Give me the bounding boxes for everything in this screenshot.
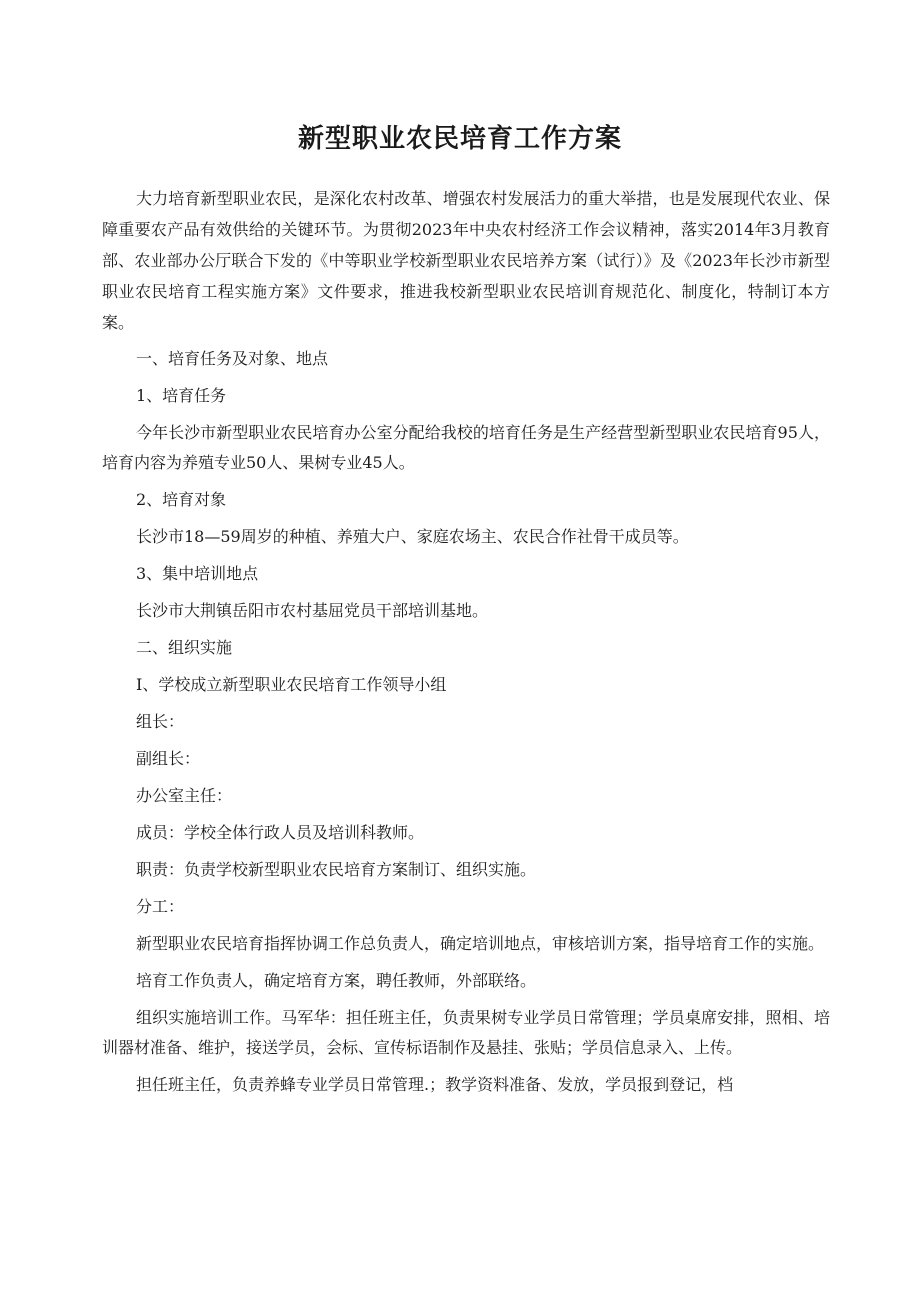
- document-body: [102, 183, 830, 1107]
- body-paragraph: 长沙市大荆镇岳阳市农村基屈党员干部培训基地。: [136, 601, 489, 620]
- body-paragraph: 培育工作负责人，确定培育方案，聘任教师，外部联络。: [136, 971, 537, 990]
- section-heading-1: 一、培育任务及对象、地点: [136, 349, 329, 368]
- role-line: 职责：负责学校新型职业农民培育方案制订、组织实施。: [136, 860, 537, 879]
- role-line: 副组长：: [136, 749, 201, 768]
- role-line: 办公室主任：: [136, 786, 233, 805]
- subsection-heading: 3、集中培训地点: [136, 564, 259, 583]
- subsection-heading: I、学校成立新型职业农民培育工作领导小组: [136, 675, 447, 694]
- body-paragraph: 今年长沙市新型职业农民培育办公室分配给我校的培育任务是生产经营型新型职业农民培育95人，培育内容为养殖专业50人、果树专业45人。: [102, 423, 830, 472]
- intro-paragraph: 大力培育新型职业农民，是深化农村改革、增强农村发展活力的重大举措，也是发展现代农业、保障重要农产品有效供给的关键环节。为贯彻2023年中央农村经济工作会议精神，落实2014年3月教育部、农业部办公厅联合下发的《中等职业学校新型职业农民培养方案（试行）》及《2023年长沙市新型职业农民培育工程实施方案》文件要求，推进我校新型职业农民培训育规范化、制度化，特制订本方案。: [102, 189, 830, 332]
- section-heading-2: 二、组织实施: [136, 638, 233, 657]
- document-title: 新型职业农民培育工作方案: [297, 124, 622, 155]
- body-paragraph: 组织实施培训工作。马军华：担任班主任，负责果树专业学员日常管理；学员桌席安排，照相、培训器材准备、维护，接送学员，会标、宣传标语制作及悬挂、张贴；学员信息录入、上传。: [102, 1008, 830, 1057]
- role-line: 分工：: [136, 897, 185, 916]
- subsection-heading: 1、培育任务: [136, 386, 227, 405]
- body-paragraph: 新型职业农民培育指挥协调工作总负责人，确定培训地点，审核培训方案，指导培育工作的实施。: [136, 934, 825, 953]
- role-line: 组长：: [136, 712, 185, 731]
- role-line: 成员：学校全体行政人员及培训科教师。: [136, 823, 425, 842]
- body-paragraph: 担任班主任，负责养蜂专业学员日常管理.；教学资料准备、发放，学员报到登记，档: [136, 1075, 734, 1094]
- subsection-heading: 2、培育对象: [136, 490, 227, 509]
- body-paragraph: 长沙市18—59周岁的种植、养殖大户、家庭农场主、农民合作社骨干成员等。: [136, 527, 689, 546]
